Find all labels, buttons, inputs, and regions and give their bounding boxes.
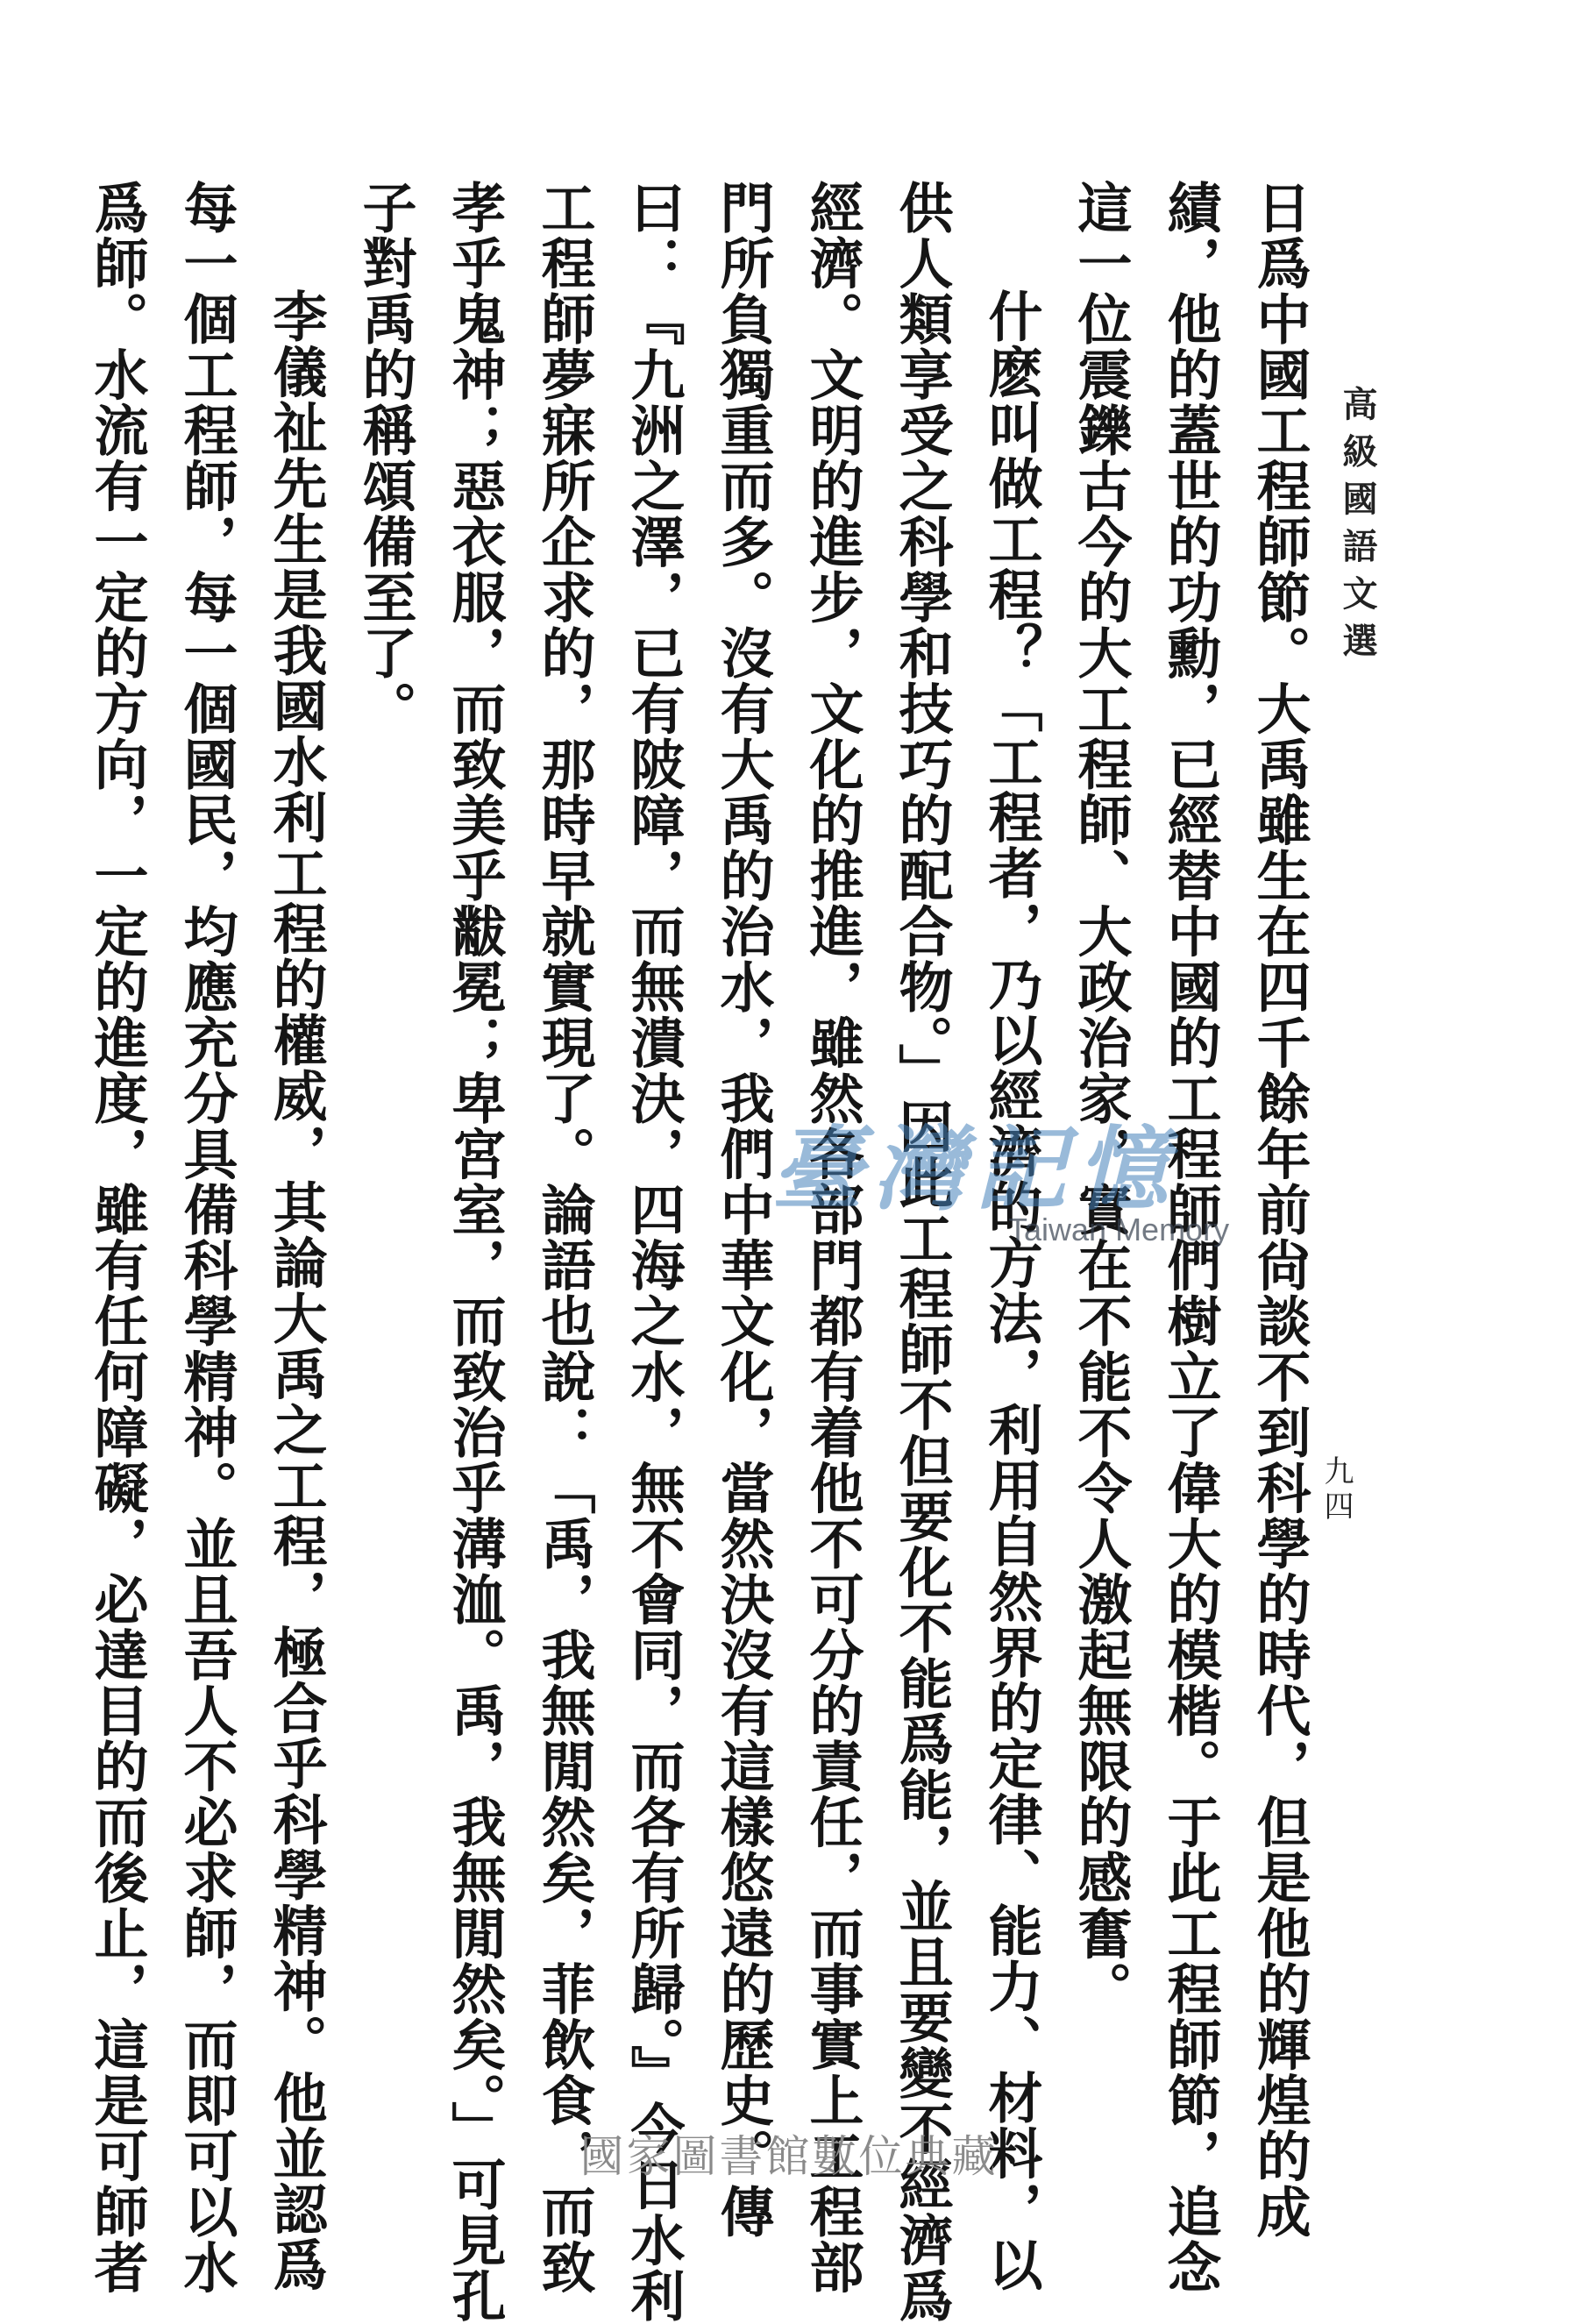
text-column-2: 績，他的蓋世的功勳，已經替中國的工程師們樹立了偉大的模楷。于此工程師節，追念: [1158, 180, 1222, 2295]
text-column-7: 門所負獨重而多。沒有大禹的治水，我們中華文化，當然決沒有這樣悠遠的歷史。傳: [711, 180, 775, 2240]
watermark-subtitle: Taiwan Memory: [1008, 1212, 1230, 1247]
text-column-5: 供人類享受之科學和技巧的配合物。」因此工程師不但要化不能爲能，並且要變不經濟爲: [890, 180, 954, 2324]
text-column-11: 子對禹的稱頌備至了。: [353, 180, 417, 736]
text-column-6: 經濟。文明的進步，文化的推進，雖然各部門都有着他不可分的責任，而事實上工程部: [800, 180, 864, 2295]
text-column-8: 曰：『九洲之澤，已有陂障，而無潰決，四海之水，無不會同，而各有所歸。』今日水利: [622, 180, 686, 2324]
text-column-4: 什麽叫做工程？「工程者，乃以經濟的方法，利用自然界的定律、能力、材料，以: [979, 288, 1043, 2292]
text-column-12: 李儀祉先生是我國水利工程的權威，其論大禹之工程，極合乎科學精神。他並認爲: [264, 288, 328, 2292]
footer-credit: 國家圖書館數位典藏: [579, 2131, 999, 2182]
text-column-13: 每一個工程師，每一個國民，均應充分具備科學精神。並且吾人不必求師，而即可以水: [174, 180, 238, 2295]
running-title: 高級國語文選: [1337, 386, 1378, 670]
text-column-3: 這一位震鑠古今的大工程師、大政治家，實在不能不令人激起無限的感奮。: [1069, 180, 1133, 2017]
watermark-logo-text: 臺灣記憶: [771, 1115, 1179, 1223]
text-column-14: 爲師。水流有一定的方向，一定的進度，雖有任何障礙，必達目的而後止，這是可師者: [85, 180, 149, 2295]
text-column-1: 日爲中國工程師節。大禹雖生在四千餘年前尙談不到科學的時代，但是他的輝煌的成: [1247, 180, 1311, 2240]
text-column-9: 工程師夢寐所企求的，那時早就實現了。論語也說：「禹，我無閒然矣，菲飲食，而致: [532, 180, 596, 2295]
page-number: 九四: [1319, 1455, 1354, 1525]
text-column-10: 孝乎鬼神；惡衣服，而致美乎黻冕；卑宮室，而致治乎溝洫。禹，我無閒然矣。」可見孔: [443, 180, 507, 2324]
taiwan-memory-watermark: [771, 1096, 1262, 1271]
